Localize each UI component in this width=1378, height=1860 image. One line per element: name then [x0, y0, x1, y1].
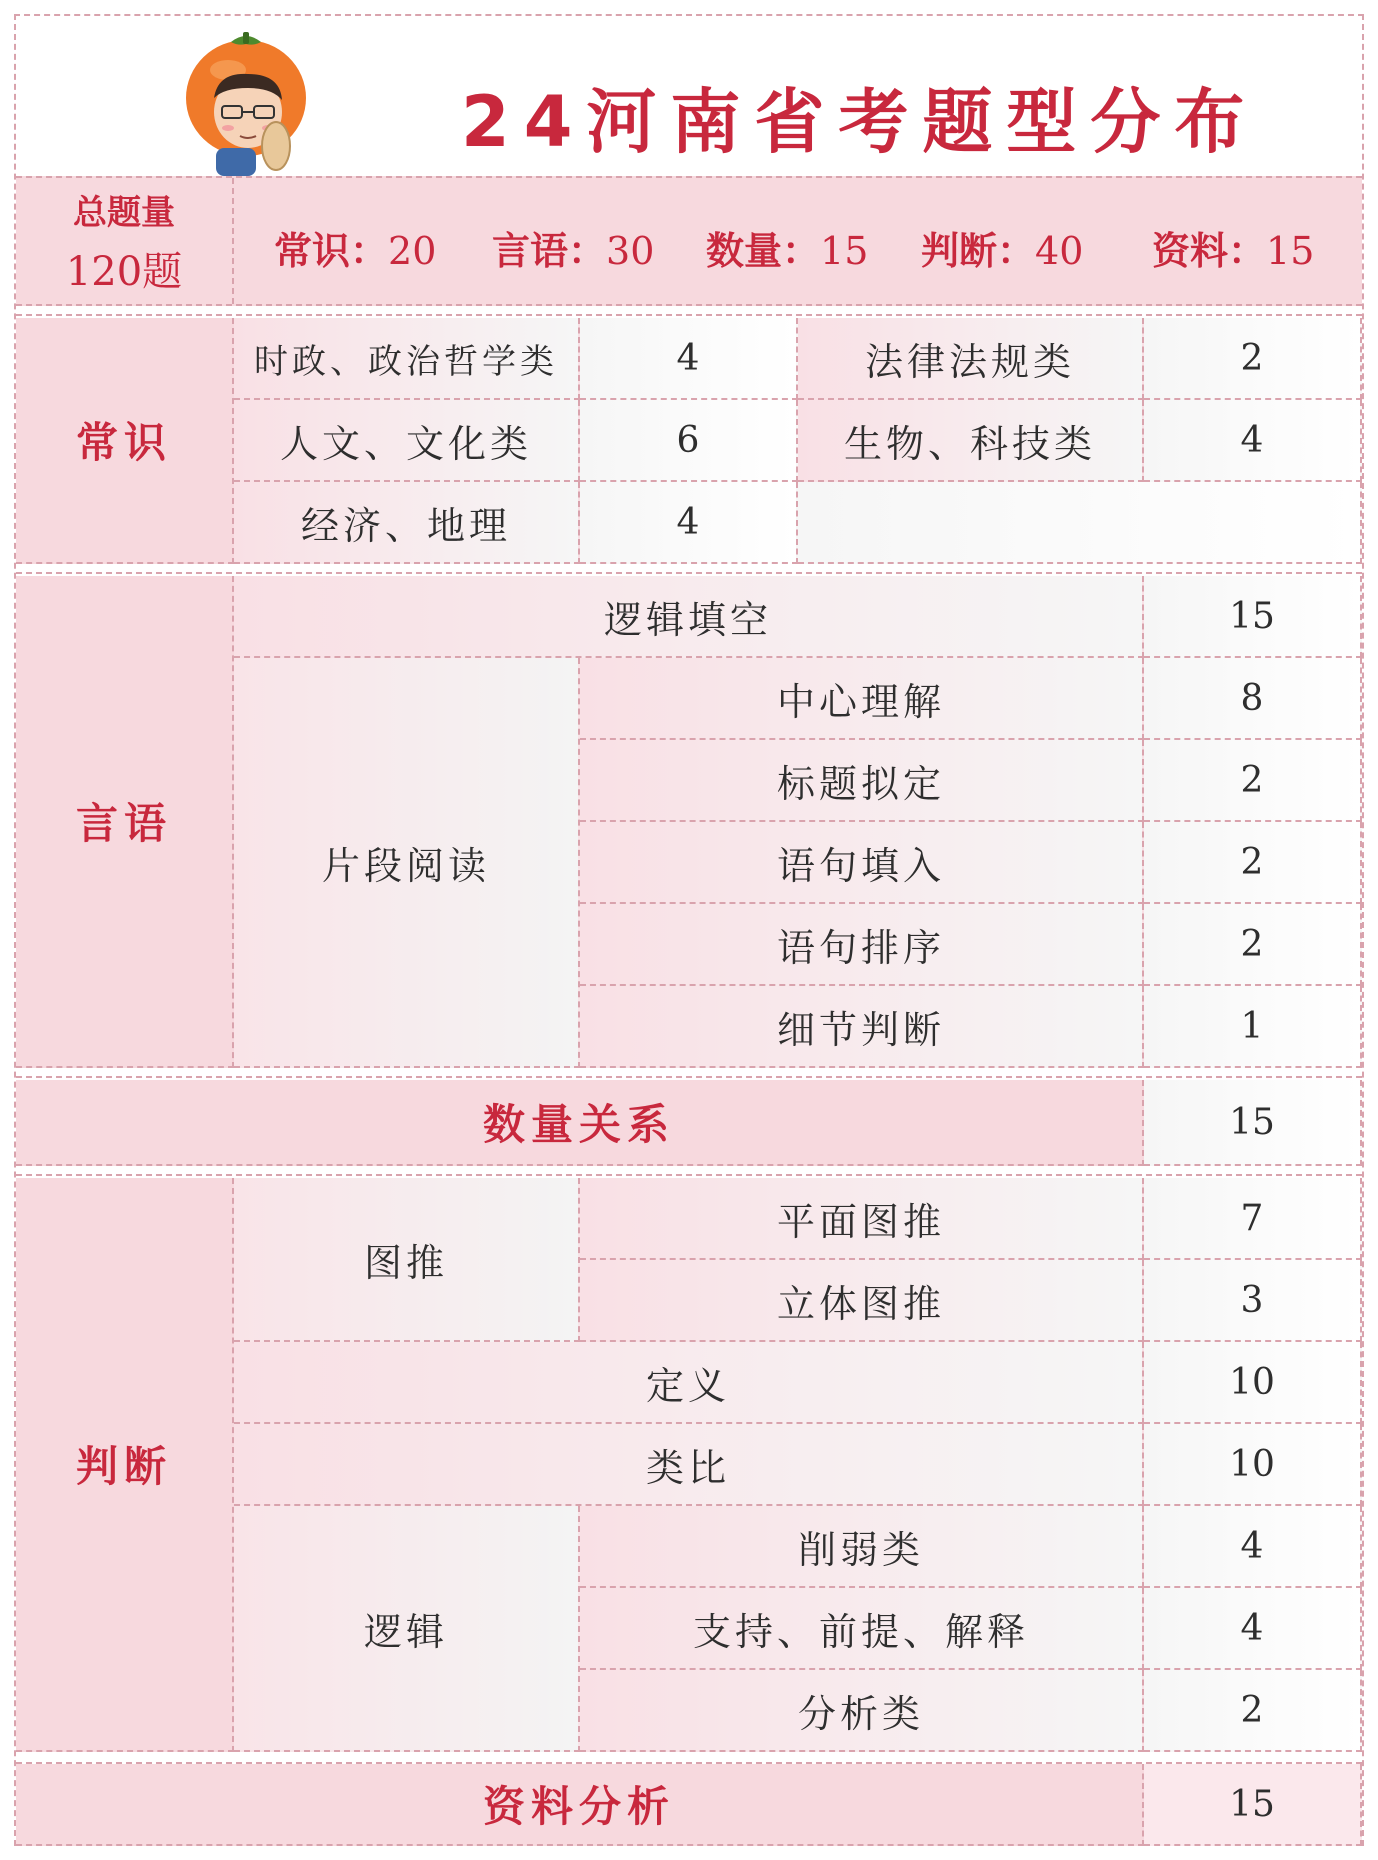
summary-item-yanyu: 言语：30 — [492, 228, 655, 273]
summary-item-changshi: 常识：20 — [274, 228, 437, 273]
changshi-item-label: 经济、地理 — [234, 482, 580, 564]
ziliao-count: 15 — [1144, 1764, 1362, 1846]
panduan-sub-label: 支持、前提、解释 — [580, 1588, 1144, 1670]
shuliang-count: 15 — [1144, 1080, 1362, 1166]
header — [16, 16, 1362, 176]
panduan-sub-label: 平面图推 — [580, 1178, 1144, 1260]
total-label: 总题量 — [73, 193, 175, 233]
yanyu-pianduan-label: 片段阅读 — [234, 658, 580, 1068]
yanyu-sub-label: 中心理解 — [580, 658, 1144, 740]
changshi-item-count: 4 — [580, 482, 798, 564]
summary-item-ziliao: 资料：15 — [1152, 228, 1315, 273]
yanyu-sub-count: 1 — [1144, 986, 1362, 1068]
panduan-tutui-label: 图推 — [234, 1178, 580, 1342]
separator — [16, 564, 1362, 574]
separator — [16, 1166, 1362, 1176]
category-shuliang: 数量关系 — [16, 1080, 1144, 1166]
panduan-sub-count: 3 — [1144, 1260, 1362, 1342]
yanyu-sub-count: 2 — [1144, 904, 1362, 986]
changshi-item-label: 法律法规类 — [798, 318, 1144, 400]
panduan-sub-label: 分析类 — [580, 1670, 1144, 1752]
category-panduan: 判断 — [16, 1178, 234, 1752]
changshi-item-count: 6 — [580, 400, 798, 482]
yanyu-sub-count: 2 — [1144, 740, 1362, 822]
summary-item-shuliang: 数量：15 — [706, 228, 869, 273]
changshi-item-count: 2 — [1144, 318, 1362, 400]
panduan-dingyi-label: 定义 — [234, 1342, 1144, 1424]
yanyu-sub-label: 细节判断 — [580, 986, 1144, 1068]
yanyu-sub-label: 语句填入 — [580, 822, 1144, 904]
yanyu-sub-count: 8 — [1144, 658, 1362, 740]
panduan-sub-count: 2 — [1144, 1670, 1362, 1752]
yanyu-sub-count: 2 — [1144, 822, 1362, 904]
summary-item-panduan: 判断：40 — [921, 228, 1084, 273]
panduan-dingyi-count: 10 — [1144, 1342, 1362, 1424]
panduan-sub-count: 4 — [1144, 1588, 1362, 1670]
separator — [16, 306, 1362, 316]
summary-bar — [16, 176, 1362, 306]
empty-cell — [798, 482, 1362, 564]
yanyu-luoji-label: 逻辑填空 — [234, 576, 1144, 658]
changshi-item-label: 生物、科技类 — [798, 400, 1144, 482]
panduan-leibi-count: 10 — [1144, 1424, 1362, 1506]
changshi-item-count: 4 — [1144, 400, 1362, 482]
panduan-luoji-label: 逻辑 — [234, 1506, 580, 1752]
yanyu-sub-label: 语句排序 — [580, 904, 1144, 986]
changshi-item-label: 时政、政治哲学类 — [234, 318, 580, 400]
panduan-sub-count: 7 — [1144, 1178, 1362, 1260]
yanyu-sub-label: 标题拟定 — [580, 740, 1144, 822]
yanyu-luoji-count: 15 — [1144, 576, 1362, 658]
page-title: 24河南省考题型分布 — [461, 81, 1259, 163]
panduan-leibi-label: 类比 — [234, 1424, 1144, 1506]
panduan-sub-label: 立体图推 — [580, 1260, 1144, 1342]
category-ziliao: 资料分析 — [16, 1764, 1144, 1846]
category-changshi: 常识 — [16, 318, 234, 564]
total-value: 120题 — [65, 249, 183, 295]
total-count — [16, 178, 234, 304]
changshi-item-count: 4 — [580, 318, 798, 400]
panduan-sub-label: 削弱类 — [580, 1506, 1144, 1588]
panduan-sub-count: 4 — [1144, 1506, 1362, 1588]
changshi-item-label: 人文、文化类 — [234, 400, 580, 482]
category-yanyu: 言语 — [16, 576, 234, 1068]
persimmon-mascot-icon — [176, 28, 316, 178]
separator — [16, 1068, 1362, 1078]
separator — [16, 1752, 1362, 1764]
